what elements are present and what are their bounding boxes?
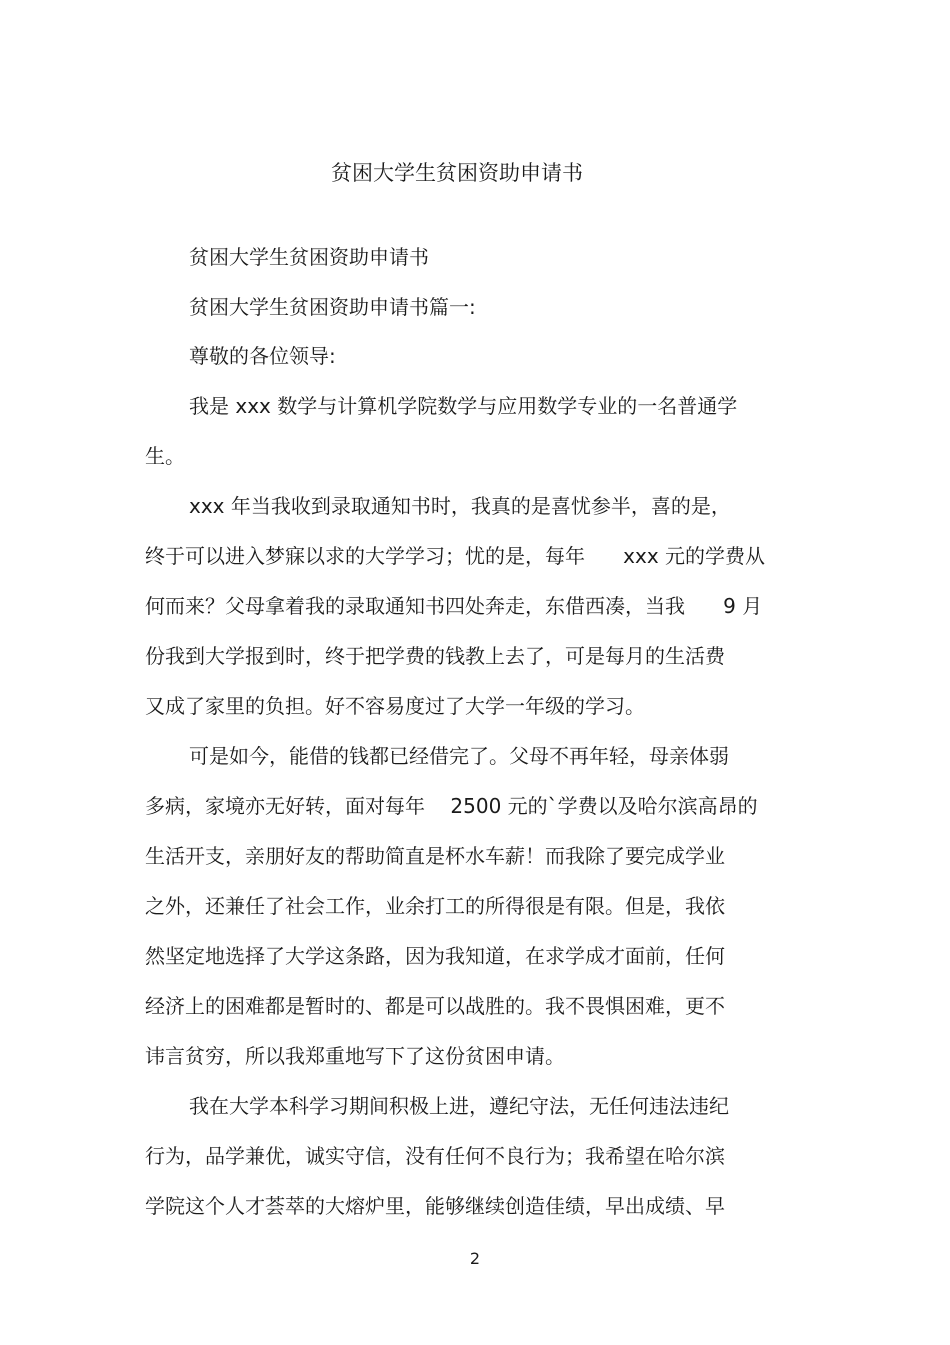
text-line: 学院这个人才荟萃的大熔炉里，能够继续创造佳绩，早出成绩、早 [145,1194,725,1218]
text-line: 生活开支，亲朋好友的帮助简直是杯水车薪！而我除了要完成学业 [145,844,725,868]
text-line: 份我到大学报到时，终于把学费的钱教上去了，可是每月的生活费 [145,644,725,668]
document-title: 贫困大学生贫困资助申请书 [331,161,583,185]
text-line: 然坚定地选择了大学这条路，因为我知道，在求学成才面前，任何 [145,944,725,968]
text-line: 经济上的困难都是暂时的、都是可以战胜的。我不畏惧困难，更不 [145,994,725,1018]
text-line: 可是如今，能借的钱都已经借完了。父母不再年轻，母亲体弱 [189,744,729,768]
text-line: 尊敬的各位领导: [189,344,336,368]
text-line: 我是 xxx 数学与计算机学院数学与应用数学专业的一名普通学 [189,394,738,418]
text-line: 多病，家境亦无好转，面对每年 2500 元的`学费以及哈尔滨高昂的 [145,794,758,818]
text-line: 贫困大学生贫困资助申请书 [189,245,429,269]
text-line: 之外，还兼任了社会工作，业余打工的所得很是有限。但是，我依 [145,894,725,918]
text-line: 终于可以进入梦寐以求的大学学习；忧的是，每年 xxx 元的学费从 [145,544,766,568]
page-number: 2 [469,1249,481,1268]
text-line: xxx 年当我收到录取通知书时，我真的是喜忧参半，喜的是， [189,494,731,518]
text-line: 何而来？父母拿着我的录取通知书四处奔走，东借西凑，当我 9 月 [145,594,763,618]
text-line: 又成了家里的负担。好不容易度过了大学一年级的学习。 [145,694,645,718]
text-line: 我在大学本科学习期间积极上进，遵纪守法，无任何违法违纪 [189,1094,729,1118]
text-line: 行为，品学兼优，诚实守信，没有任何不良行为；我希望在哈尔滨 [145,1144,725,1168]
text-line: 贫困大学生贫困资助申请书篇一: [189,295,476,319]
text-line: 讳言贫穷，所以我郑重地写下了这份贫困申请。 [145,1044,565,1068]
text-line: 生。 [145,444,185,468]
